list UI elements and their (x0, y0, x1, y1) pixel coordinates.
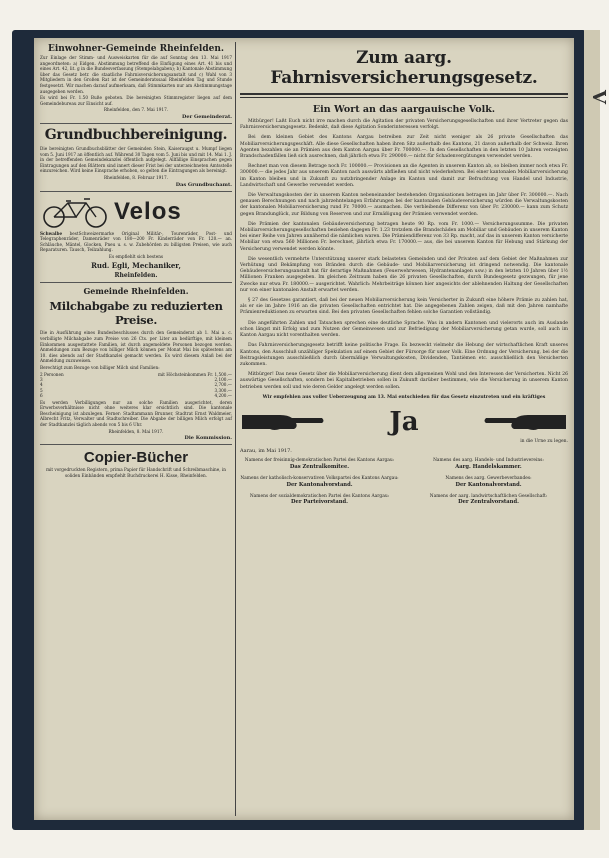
article-paragraph: Die wesentlich vermehrte Unterstützung unserer stark belasteten Gemeinden und der Privaten auf dem Gebiet der Maßnahmen zur Verhütung und Bekämpfung von Bränden durch die Gebäude- und Mobiliarversicherung ist dringend notwendig. Die kantonale Gebäudeversicherungsanstalt hat für derartige Maßnahmen (Feuerwehrwesen, Hydrantenanlagen usw.) in den letzten 10 Jahren über 1½ Millionen Franken ausgegeben. Im gleichen Zeitraum haben die 26 privaten Gesellschaften, durch Bundesgesetz gezwungen, für jene Zwecke nur etwa Fr. 180000.— ausgerichtet. Wahrlich: Mehrbeiträge können hier angesichts der ablehnenden Haltung der Gesellschaften nur von einer kantonalen Anstalt erwartet werden. (240, 256, 568, 293)
signatory-name: Der Kantonalvorstand. (455, 481, 522, 488)
article-subhead: Ein Wort an das aargauische Volk. (312, 104, 496, 115)
article-paragraph: § 27 des Gesetzes garantiert, daß bei der neuen Mobiliarversicherung kein Versicherter in Zukunft eine höhere Prämie zu zahlen hat, als er sie im Jahre 1916 an die privaten Gesellschaften entrichtet hat. Die angegebenen Zahlen zeigen, daß mit den Jahren namhafte Prämienreduktionen zu erwarten sind. Bei den privaten Gesellschaften fehlen solche Garantien vollständig. (240, 298, 568, 316)
newspaper-page (34, 38, 574, 820)
persons-cell: 2 Personen (40, 371, 64, 377)
place-date: Aarau, im Mai 1917. (240, 447, 292, 454)
ad-velos (40, 195, 232, 280)
ja-note: in die Urne zu legen. (520, 438, 568, 444)
signatory (409, 458, 568, 470)
ad-body: bestSchweizermarke Original Militär-, Tourenräder, Post- und Telegraphenräder, Damenräder von 180—200 Fr. Kinderräder von Fr. 120.— an. Schläuche, Mäntel, Glocken, Pneu u. s. w. Zubehörden zu billigsten Preisen, wie auch Reparaturen. Tausch, Teilzahlung. (40, 230, 232, 253)
ad-copier (40, 449, 232, 478)
income-table (40, 372, 232, 399)
appeal-text: Wir empfehlen aus voller Ueberzeugung am 13. Mai entschieden für das Gesetz einzutreten und ein kräftiges (262, 394, 546, 400)
notice-fine: Es wird bei Fr. 1.50 Buße geboten. Die bereinigten Stimmregister liegen auf dem Gemeindebureau zur Einsicht auf. (40, 95, 232, 106)
income-cell: 3,300.— (214, 387, 232, 393)
notice-title: Milchabgabe zu reduzierten Preise. (49, 299, 223, 328)
notice-grundbuch (40, 127, 232, 188)
ad-contact: Es empfiehlt sich bestens (108, 253, 164, 259)
masthead-rule (240, 93, 568, 98)
signatory-line: Namens der freisinnig-demokratischen Partei des Kantons Aargau: (244, 457, 395, 463)
notice-signature: Der Gemeinderat. (182, 113, 232, 120)
signatory (240, 476, 399, 488)
signatory-name: Aarg. Handelskammer. (455, 463, 522, 470)
article-paragraph: Mitbürger! Das neue Gesetz über die Mobiliarversicherung dient dem allgemeinen Wohl und den Interessen der Versicherten. Nicht 26 auswärtige Gesellschaften, sondern bei Kapitalbetrieben sollen in Zukunft darüber bestimmen, wie die Versicherung in unserem Kanton betrieben werden soll und wie deren Gelder angelegt werden sollen. (240, 372, 568, 390)
ja-banner (240, 407, 568, 437)
ad-body: mit vorgedruckten Registern, prima Papier für Handschrift und Schreibmaschine, in soliden Einbänden empfiehlt Buchdruckerei H. Kisse, Rheinfelden. (46, 467, 226, 478)
divider (40, 282, 232, 283)
notice-date: Rheinfelden, 8. Februar 1917. (104, 174, 168, 180)
divider (40, 191, 232, 192)
notice-body: Zur Einlage der Stimm- und Ausweiskarten für die auf Sonntag den 13. Mai 1917 angeordneten: a) Eidgen. Abstimmung betreffend die Einfügung eines Art. 41 bis und eines Art. 42, lit. g in die Bundesverfassung (Stempelabgaben); b) Kantonale Abstimmung über das Gesetz betr. die staatliche Fahrnisversicherungsanstalt und c) Wahl von 3 Mitgliedern in den Großen Rat ist der Gemeinderatssaal Rheinfelden Tag und Stunde festgesetzt. Wir machen darauf aufmerksam, daß Stimmkarten nur am Abstimmungstage ausgegeben werden. (40, 55, 232, 94)
signatory (409, 494, 568, 506)
signatory (409, 476, 568, 488)
article-paragraph: Mitbürger! Laßt Euch nicht irre machen durch die Agitation der privaten Versicherungsgesellschaften und ihrer Vertreter gegen das Fahrnisversicherungsgesetz. Bedenkt, daß diese Agitation Sonderinteressen verfolgt. (240, 119, 568, 131)
signatory-name: Das Zentralkomitee. (289, 463, 350, 470)
bicycle-icon (40, 195, 110, 229)
persons-cell: 6 (40, 393, 43, 399)
column-rule (235, 42, 236, 816)
persons-cell: 3 (40, 377, 43, 383)
article-paragraph: Die angeführten Zahlen und Tatsachen sprechen eine deutliche Sprache. Was in andern Kantonen und vielerorts auch im Auslande schon längst mit Erfolg und zum Nutzen der Gemeinwesen und zur Befriedigung der Mobiliarversicherung getan wurde, soll auch im Kanton Aargau nicht vorenthalten werden. (240, 320, 568, 339)
signatory-line: Namens der katholisch-konservativen Volkspartei des Kantons Aargau: (240, 475, 399, 481)
notice-body: Die in Ausführung eines Bundesbeschlusses durch den Gemeinderat ab 1. Mai a. c. verbilligte Milchabgabe zum Preise von 26 Cts. per Liter an bedürftige, mit kleinem Einkommen ausgestattete Familien, ist durch angemeldete Personen bezogen werden. Anmeldungen zum Bezuge von billiger Milch können per Monat Mai bis spätestens am 10. dies abends auf der Stadtkanzlei gemacht werden. Es wird diesem Anlaß bei der Anmeldung zuzuweisen. (40, 330, 232, 364)
ad-name: Rud. Egli, Mechaniker, (91, 261, 181, 271)
notice-einwohner (40, 44, 232, 120)
scale-title: Berechtigt zum Bezuge von billiger Milch sind Familien: (40, 365, 160, 371)
article-paragraph: Die Verwaltungskosten der in unserem Kanton nebeneinander bestehenden Organisationen betragen im Jahr über Fr. 300000.—. Nach genauen Berechnungen und nach jahrzehntelangen Erfahrungen bei der kantonalen Gebäudeversicherung würden die Verwaltungskosten der kantonalen Mobiliarversicherung rund Fr. 70000.— ausmachen. Die verbleibende Differenz von über Fr. 230000.— kann zum Schutz gegen Brandunglück, zur Bildung von Reserven und zur Ermäßigung der Prämien verwendet werden. (240, 193, 568, 217)
signatory-name: Der Zentralvorstand. (458, 499, 519, 506)
article-paragraph: Die Prämien der kantonalen Gebäudeversicherung betragen heute 90 Rp. vom Fr. 1000.— Versicherungssumme. Die privaten Mobiliarversicherungsgesellschaften beziehen dagegen Fr. 1.23 trotzdem die Brandschäden am Mobiliar und Gebäuden in unserem Kanton bei einer Reihe von Jahren annähernd die nämlichen waren. Die Prämiendifferenz von 33 Rp. macht, auf das in unserem Kanton versicherte Mobiliar von etwa 560 Millionen Fr. berechnet, jährlich etwa Fr. 170000.— aus, die bei unserem Kanton für Hebung und Stärkung der Versicherung verwendet werden könnte. (240, 221, 568, 252)
table-row (40, 393, 232, 398)
pointing-hand-left-icon (482, 409, 568, 435)
income-cell: mit Höchsteinkommen Fr. 1,500.— (157, 371, 232, 377)
persons-cell: 5 (40, 387, 43, 393)
next-page-edge (584, 30, 609, 830)
ad-town: Rheinfelden. (114, 272, 158, 280)
article-paragraph: Rechnet man von diesem Betrage noch Fr. 100000.— Provisionen an die Agenten in unserem Kanton ab, so bleiben immer noch etwa Fr. 300000.— die jedes Jahr aus unserem Kanton nach auswärts abfließen und nicht wiederkehren. Bei einer kantonalen Mobiliarversicherung im Kanton bleiben und in Zukunft zu nutzbringender Anlage im Kanton und damit zur Befruchtung von Handel und Industrie, Landwirtschaft und Gewerbe verwendet werden. (240, 164, 568, 188)
article-paragraph: Das Fahrnisversicherungsgesetz betrifft keine politische Frage. Es bezweckt vielmehr die Hebung der wirtschaftlichen Kraft unseres Kantons, den Ausschluß unzähliger Spekulation auf einem Gebiet der Fürsorge für unser Volk. Eine Ordnung der Versicherung, bei der die Beitragsleistungen ausschließlich durch übermäßige Verwaltungskosten, Dividenden, Tantièmen etc. ausschließlich den Versicherten zukommen. (240, 343, 568, 367)
pointing-hand-right-icon (240, 409, 326, 435)
divider (40, 444, 232, 445)
notice-body-2: Es werden Verbilligungen nur an solche Familien ausgerichtet, deren Erwerbsverhältnisse nicht ohne weiteres klar ersichtlich sind. Die kantonale Bescheinigung ist abzulegen. Ferner: Stadtammann Brunner, Stadtrat Ernst Waldmeier, Albrecht Fritz, Verwalter und Stadtschreiber. Die Abgabe der billigen Milch erfolgt auf der Stadtkanzlei täglich abends von 5 bis 6 Uhr. (40, 399, 232, 428)
notice-signature: Die Kommission. (184, 435, 232, 442)
signatory-line: Namens der aarg. landwirtschaftlichen Gesellschaft: (429, 493, 548, 499)
signatory-line: Namens des aarg. Handels- und Industrievereins: (433, 457, 544, 463)
signatory-line: Namens des aarg. Gewerbeverbandes: (445, 475, 532, 481)
signatory (240, 494, 399, 506)
ad-headline: Velos (114, 197, 182, 225)
notice-body: Die bereinigten Grundbuchsblätter der Gemeinden Stein, Kaiseraugst u. Mumpf liegen vom 5. Juni 1917 an öffentlich auf. Während 30 Tagen vom 5. Juni bis und mit 14. Mai 1. J. in der betreffenden Gemeindekanzlei öffentlich aufgelegt. Allfällige Einsprachen gegen Eintragungen auf den Blättern sind innert dieser Frist bei der unterzeichneten Amtsstelle einzureichen. Wird keine Einsprache erhoben, so gelten die Eintragungen als bereinigt. (40, 145, 232, 174)
signatory-name: Der Parteivorstand. (291, 499, 348, 506)
signatory-line: Namens der sozialdemokratischen Partei des Kantons Aargau: (249, 493, 390, 499)
right-column (240, 42, 568, 816)
left-column (40, 42, 232, 816)
edge-letter: V (588, 90, 609, 104)
notice-signature: Das Grundbuchamt. (175, 181, 232, 188)
article-masthead: Zum aarg. Fahrnisversicherungsgesetz. (270, 48, 538, 88)
notice-title: Einwohner-Gemeinde Rheinfelden. (47, 44, 225, 54)
notice-heading: Gemeinde Rheinfelden. (83, 286, 189, 297)
income-cell: 4,200.— (214, 393, 232, 399)
ad-headline: Copier-Bücher (83, 449, 189, 467)
article-paragraph: Bei dem kleinen Gebiet des Kantons Aargau betreiben zur Zeit nicht weniger als 26 private Gesellschaften das Mobiliarversicherungsgeschäft. Alle diese Gesellschaften haben ihren Sitz außerhalb des Kantons, 21 davon außerhalb der Schweiz. Ihren Agenten bezahlen sie an Prämien aus dem Kanton Aargau über Fr. 700000.—. In den Gesellschaften in den letzten 10 Jahren verzeigten Brandschadenfällen ließ sich ausrechnen, daß jährlich etwa Fr. 290000.— nicht für Schadenvergütungen verwendet werden. (240, 135, 568, 160)
notice-date: Rheinfelden, den 7. Mai 1917. (103, 107, 169, 113)
income-cell: 2,100.— (214, 377, 232, 383)
persons-cell: 4 (40, 382, 43, 388)
income-cell: 2,700.— (214, 382, 232, 388)
divider (40, 123, 232, 124)
signatory-name: Der Kantonalvorstand. (286, 481, 353, 488)
notice-date: Rheinfelden, 8. Mai 1917. (108, 428, 164, 434)
signatory (240, 458, 399, 470)
signatories (240, 458, 568, 505)
notice-milk (40, 286, 232, 441)
ad-brand: Schwalbe (40, 230, 63, 236)
ja-word: Ja (389, 406, 419, 437)
notice-title: Grundbuchbereinigung. (44, 126, 228, 143)
